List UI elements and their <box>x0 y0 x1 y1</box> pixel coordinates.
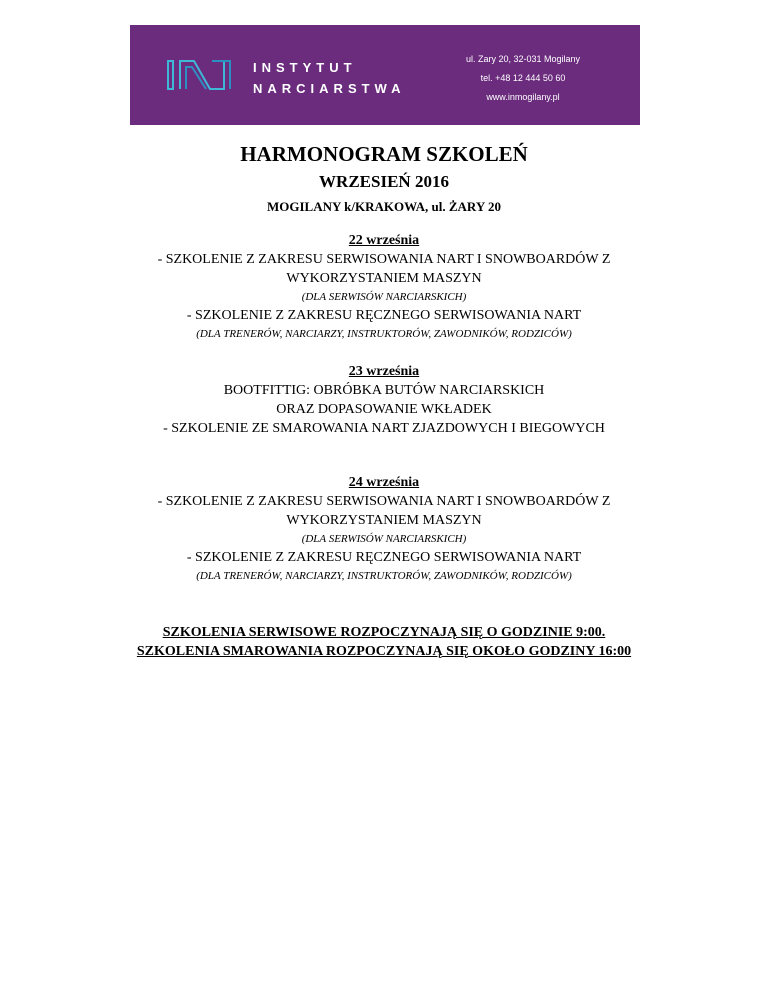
website: www.inmogilany.pl <box>486 92 560 102</box>
course-line: - SZKOLENIE Z ZAKRESU RĘCZNEGO SERWISOWANIA NART <box>186 550 582 565</box>
course-audience: (DLA SERWISÓW NARCIARSKICH) <box>301 291 467 303</box>
course-line: BOOTFITTIG: OBRÓBKA BUTÓW NARCIARSKICH <box>223 383 545 398</box>
contact-info <box>428 50 618 107</box>
address: ul. Zary 20, 32-031 Mogilany <box>465 54 581 64</box>
footer-line-1: SZKOLENIA SERWISOWE ROZPOCZYNAJĄ SIĘ O GODZINIE 9:00. <box>162 625 606 640</box>
brand-name <box>253 57 406 99</box>
course-line: ORAZ DOPASOWANIE WKŁADEK <box>276 402 492 417</box>
course-line: - SZKOLENIE Z ZAKRESU SERWISOWANIA NART I SNOWBOARDÓW Z <box>157 494 611 509</box>
day-section <box>0 474 768 585</box>
schedule-content <box>0 140 768 661</box>
page-title: HARMONOGRAM SZKOLEŃ <box>240 142 528 166</box>
course-line: - SZKOLENIE Z ZAKRESU RĘCZNEGO SERWISOWANIA NART <box>186 308 582 323</box>
course-line: - SZKOLENIE ZE SMAROWANIA NART ZJAZDOWYCH I BIEGOWYCH <box>163 421 605 436</box>
in-logo-icon <box>166 59 232 91</box>
phone: tel. +48 12 444 50 60 <box>480 73 566 83</box>
day-date: 23 września <box>348 364 420 379</box>
page-subtitle: WRZESIEŃ 2016 <box>319 172 449 191</box>
course-line: - SZKOLENIE Z ZAKRESU SERWISOWANIA NART I SNOWBOARDÓW Z <box>157 252 611 267</box>
footer-notes <box>0 623 768 661</box>
course-line: WYKORZYSTANIEM MASZYN <box>286 271 482 286</box>
brand-line-2: NARCIARSTWA <box>253 81 406 96</box>
course-audience: (DLA SERWISÓW NARCIARSKICH) <box>301 533 467 545</box>
day-date: 24 września <box>348 475 420 490</box>
header-banner <box>130 25 640 125</box>
location: MOGILANY k/KRAKOWA, ul. ŻARY 20 <box>266 199 502 214</box>
day-section <box>0 232 768 343</box>
course-audience: (DLA TRENERÓW, NARCIARZY, INSTRUKTORÓW, ZAWODNIKÓW, RODZICÓW) <box>196 570 572 582</box>
footer-line-2: SZKOLENIA SMAROWANIA ROZPOCZYNAJĄ SIĘ OKOŁO GODZINY 16:00 <box>136 644 632 659</box>
day-date: 22 września <box>348 233 420 248</box>
course-audience: (DLA TRENERÓW, NARCIARZY, INSTRUKTORÓW, ZAWODNIKÓW, RODZICÓW) <box>196 328 572 340</box>
course-line: WYKORZYSTANIEM MASZYN <box>286 513 482 528</box>
day-section <box>0 363 768 438</box>
brand-line-1: INSTYTUT <box>253 60 357 75</box>
